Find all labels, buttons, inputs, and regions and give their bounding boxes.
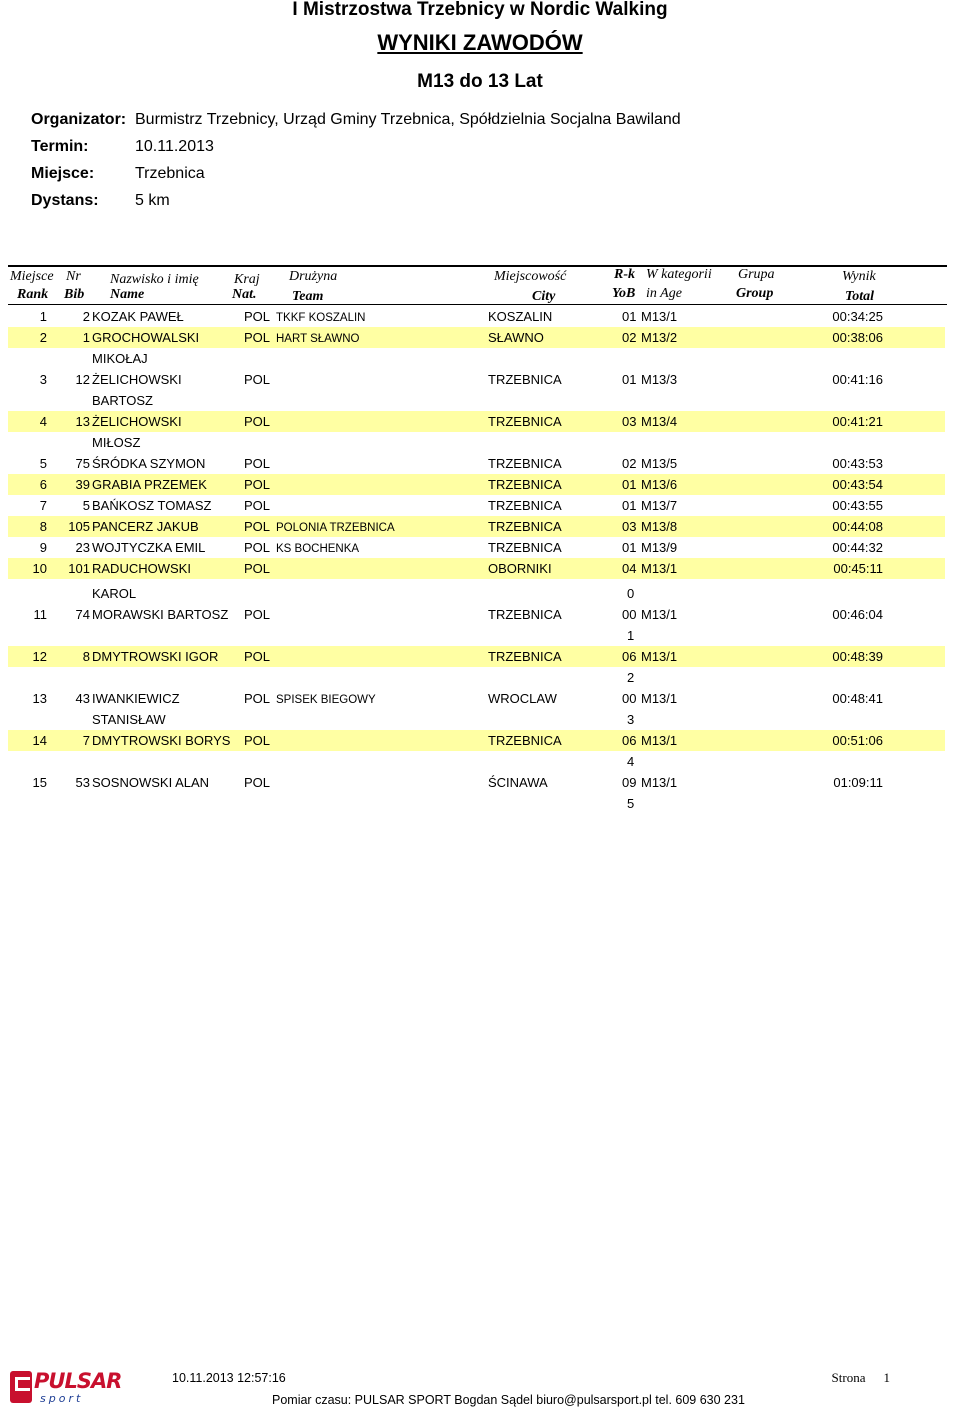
cell-total: 00:43:53	[832, 456, 883, 471]
col-total-en: Total	[845, 289, 875, 304]
cell-total: 00:41:21	[832, 414, 883, 429]
cell-total: 01:09:11	[833, 775, 883, 790]
cell-team: SPISEK BIEGOWY	[276, 694, 376, 706]
date-label: Termin:	[31, 138, 89, 155]
table-row	[8, 772, 945, 793]
cell-team: POLONIA TRZEBNICA	[276, 522, 395, 534]
cell-category: M13/5	[641, 456, 678, 471]
cell-bib: 12	[75, 372, 90, 387]
cell-name: MORAWSKI BARTOSZ	[92, 607, 229, 622]
distance-value: 5 km	[135, 192, 170, 209]
cell-yob: 02	[622, 330, 637, 345]
header-top-rule	[8, 265, 947, 267]
cell-bib: 8	[82, 649, 90, 664]
cell-rank: 7	[39, 498, 47, 513]
timing-credit: Pomiar czasu: PULSAR SPORT Bogdan Sądel biuro@pulsarsport.pl tel. 609 630 231	[272, 1393, 745, 1407]
cell-rank: 4	[39, 414, 47, 429]
page-label: Strona	[831, 1370, 866, 1385]
cell-nat: POL	[244, 309, 271, 324]
place-value: Trzebnica	[135, 165, 205, 182]
cell-total: 00:48:39	[832, 649, 883, 664]
cell-total: 00:44:32	[832, 540, 883, 555]
table-row	[8, 516, 945, 537]
col-nat-en: Nat.	[232, 287, 257, 302]
table-row	[8, 537, 945, 558]
col-city-pl: Miejscowość	[494, 269, 567, 284]
cell-nat: POL	[244, 372, 271, 387]
cell-category: M13/7	[641, 498, 678, 513]
cell-nat: POL	[244, 477, 271, 492]
header-bottom-rule	[8, 304, 947, 305]
col-team-en: Team	[292, 289, 324, 304]
cell-bib: 13	[75, 414, 90, 429]
col-rank-pl: Miejsce	[10, 269, 54, 284]
col-group-en: Group	[736, 286, 774, 301]
cell-yob: 01	[622, 540, 637, 555]
cell-yob: 00	[622, 607, 637, 622]
cell-category: M13/1	[641, 733, 678, 748]
cell-rank: 15	[32, 775, 47, 790]
cell-nat: POL	[244, 607, 271, 622]
cell-rank: 14	[32, 733, 47, 748]
cell-category: M13/2	[641, 330, 678, 345]
cell-team: HART SŁAWNO	[276, 333, 360, 345]
cell-yob: 01	[622, 309, 637, 324]
col-bib-en: Bib	[64, 287, 85, 302]
event-title: I Mistrzostwa Trzebnicy w Nordic Walking	[292, 0, 668, 20]
col-yob-en: YoB	[612, 286, 636, 301]
organizer-label: Organizator:	[31, 111, 127, 128]
cell-name: GROCHOWALSKI	[92, 330, 200, 345]
place-label: Miejsce:	[31, 165, 95, 182]
table-row	[8, 411, 945, 432]
cell-rank: 5	[39, 456, 47, 471]
cell-bib: 74	[75, 607, 90, 622]
cell-rank: 12	[32, 649, 47, 664]
name-wrap-row-4: MIŁOSZ	[92, 435, 141, 450]
table-row	[8, 688, 945, 709]
cat-wrap-row-11: 1	[627, 628, 635, 643]
cell-total: 00:41:16	[832, 372, 883, 387]
cat-wrap-row-15: 5	[627, 796, 635, 811]
cell-name: GRABIA PRZEMEK	[92, 477, 207, 492]
cell-nat: POL	[244, 414, 271, 429]
col-team-pl: Drużyna	[289, 269, 338, 284]
cell-nat: POL	[244, 691, 271, 706]
col-nat-pl: Kraj	[234, 272, 260, 287]
cell-category: M13/9	[641, 540, 678, 555]
cell-city: TRZEBNICA	[488, 414, 562, 429]
cell-category: M13/1	[641, 607, 678, 622]
document-title-text: WYNIKI ZAWODÓW	[377, 30, 583, 55]
table-row	[8, 369, 945, 390]
name-wrap-row-10: KAROL	[92, 586, 137, 601]
cell-yob: 03	[622, 519, 637, 534]
name-wrap-row-2: MIKOŁAJ	[92, 351, 148, 366]
cell-category: M13/1	[641, 649, 678, 664]
cell-name: ŻELICHOWSKI	[92, 372, 182, 387]
cell-yob: 00	[622, 691, 637, 706]
cell-nat: POL	[244, 733, 271, 748]
cell-name: RADUCHOWSKI	[92, 561, 191, 576]
cell-rank: 3	[39, 372, 47, 387]
cell-category: M13/4	[641, 414, 678, 429]
cell-bib: 2	[82, 309, 90, 324]
cell-total: 00:34:25	[832, 309, 883, 324]
cell-city: TRZEBNICA	[488, 649, 562, 664]
cell-total: 00:43:54	[832, 477, 883, 492]
cell-category: M13/1	[641, 561, 678, 576]
cell-bib: 23	[75, 540, 90, 555]
cat-wrap-row-12: 2	[627, 670, 635, 685]
cell-nat: POL	[244, 456, 271, 471]
cell-name: ŻELICHOWSKI	[92, 414, 182, 429]
cell-category: M13/8	[641, 519, 678, 534]
cell-category: M13/1	[641, 775, 678, 790]
col-cat-pl: W kategorii	[646, 267, 712, 282]
cell-nat: POL	[244, 561, 271, 576]
cell-rank: 11	[33, 607, 47, 622]
cell-total: 00:38:06	[832, 330, 883, 345]
cell-nat: POL	[244, 649, 271, 664]
pulsar-logo-subtext: sport	[40, 1392, 84, 1405]
col-city-en: City	[532, 289, 556, 304]
cell-city: TRZEBNICA	[488, 607, 562, 622]
cell-name: KOZAK PAWEŁ	[92, 309, 184, 324]
cell-rank: 2	[39, 330, 47, 345]
cell-total: 00:46:04	[832, 607, 883, 622]
cell-rank: 9	[39, 540, 47, 555]
cell-nat: POL	[244, 498, 271, 513]
cell-total: 00:48:41	[832, 691, 883, 706]
cell-city: KOSZALIN	[488, 309, 553, 324]
cell-city: ŚCINAWA	[488, 775, 548, 790]
cell-total: 00:51:06	[832, 733, 883, 748]
distance-label: Dystans:	[31, 192, 99, 209]
table-row	[8, 453, 945, 474]
cat-wrap-row-14: 4	[627, 754, 635, 769]
table-row	[8, 474, 945, 495]
cell-bib: 53	[75, 775, 90, 790]
cell-yob: 01	[622, 372, 637, 387]
table-row	[8, 646, 945, 667]
cell-yob: 02	[622, 456, 637, 471]
pulsar-logo-mark	[10, 1371, 32, 1403]
cell-city: WROCLAW	[488, 691, 557, 706]
cell-bib: 5	[82, 498, 90, 513]
cell-city: TRZEBNICA	[488, 733, 562, 748]
col-name-pl: Nazwisko i imię	[110, 272, 199, 287]
cat-wrap-row-10: 0	[627, 586, 635, 601]
cell-city: OBORNIKI	[488, 561, 552, 576]
cell-city: TRZEBNICA	[488, 456, 562, 471]
cell-total: 00:44:08	[832, 519, 883, 534]
cell-name: ŚRÓDKA SZYMON	[92, 456, 206, 471]
organizer-value: Burmistrz Trzebnicy, Urząd Gminy Trzebnica, Spółdzielnia Socjalna Bawiland	[135, 111, 681, 128]
cell-bib: 75	[75, 456, 90, 471]
table-row	[8, 558, 945, 579]
col-rank-en: Rank	[17, 287, 49, 302]
cell-category: M13/1	[641, 309, 678, 324]
document-title	[0, 30, 960, 56]
cell-nat: POL	[244, 540, 271, 555]
cell-category: M13/6	[641, 477, 678, 492]
cell-yob: 01	[622, 477, 637, 492]
cell-team: TKKF KOSZALIN	[276, 312, 366, 324]
cell-bib: 43	[75, 691, 90, 706]
cell-name: DMYTROWSKI BORYS	[92, 733, 231, 748]
col-yob-pl: R-k	[614, 267, 635, 282]
cell-bib: 105	[68, 519, 90, 534]
table-row	[8, 327, 945, 348]
cell-rank: 6	[39, 477, 47, 492]
cell-name: SOSNOWSKI ALAN	[92, 775, 210, 790]
print-timestamp: 10.11.2013 12:57:16	[172, 1371, 286, 1385]
page-indicator	[832, 1370, 890, 1386]
cell-name: IWANKIEWICZ	[92, 691, 180, 706]
cell-total: 00:45:11	[833, 561, 883, 576]
cell-name: DMYTROWSKI IGOR	[92, 649, 219, 664]
cell-yob: 06	[622, 649, 637, 664]
cell-rank: 1	[39, 309, 47, 324]
cell-bib: 7	[82, 733, 90, 748]
cell-city: TRZEBNICA	[488, 498, 562, 513]
cell-yob: 03	[622, 414, 637, 429]
cell-nat: POL	[244, 775, 271, 790]
cell-yob: 04	[622, 561, 637, 576]
table-row	[8, 495, 945, 516]
cell-yob: 06	[622, 733, 637, 748]
cell-city: TRZEBNICA	[488, 372, 562, 387]
date-value: 10.11.2013	[135, 138, 214, 155]
category-title: M13 do 13 Lat	[417, 71, 543, 92]
col-name-en: Name	[110, 287, 145, 302]
cell-yob: 09	[622, 775, 637, 790]
cell-city: TRZEBNICA	[488, 477, 562, 492]
cell-name: WOJTYCZKA EMIL	[92, 540, 206, 555]
name-wrap-row-13: STANISŁAW	[92, 712, 166, 727]
cell-city: SŁAWNO	[488, 330, 544, 345]
col-total-pl: Wynik	[842, 269, 876, 284]
cat-wrap-row-13: 3	[627, 712, 635, 727]
cell-city: TRZEBNICA	[488, 540, 562, 555]
cell-city: TRZEBNICA	[488, 519, 562, 534]
page-number: 1	[883, 1370, 890, 1385]
cell-name: PANCERZ JAKUB	[92, 519, 199, 534]
cell-bib: 101	[68, 561, 90, 576]
cell-nat: POL	[244, 519, 271, 534]
cell-category: M13/3	[641, 372, 678, 387]
cell-bib: 1	[82, 330, 90, 345]
col-bib-pl: Nr	[66, 269, 81, 284]
cell-bib: 39	[75, 477, 90, 492]
cell-yob: 01	[622, 498, 637, 513]
col-cat-en: in Age	[646, 286, 682, 301]
cell-team: KS BOCHENKA	[276, 543, 360, 555]
pulsar-logo-text: PULSAR	[34, 1369, 122, 1393]
table-row	[8, 730, 945, 751]
cell-total: 00:43:55	[832, 498, 883, 513]
cell-rank: 10	[32, 561, 47, 576]
cell-nat: POL	[244, 330, 271, 345]
table-row	[8, 306, 945, 327]
cell-category: M13/1	[641, 691, 678, 706]
name-wrap-row-3: BARTOSZ	[92, 393, 153, 408]
cell-rank: 8	[39, 519, 47, 534]
cell-rank: 13	[32, 691, 47, 706]
col-group-pl: Grupa	[738, 267, 775, 282]
pulsar-logo	[10, 1369, 122, 1405]
table-row	[8, 604, 945, 625]
cell-name: BAŃKOSZ TOMASZ	[92, 498, 212, 513]
